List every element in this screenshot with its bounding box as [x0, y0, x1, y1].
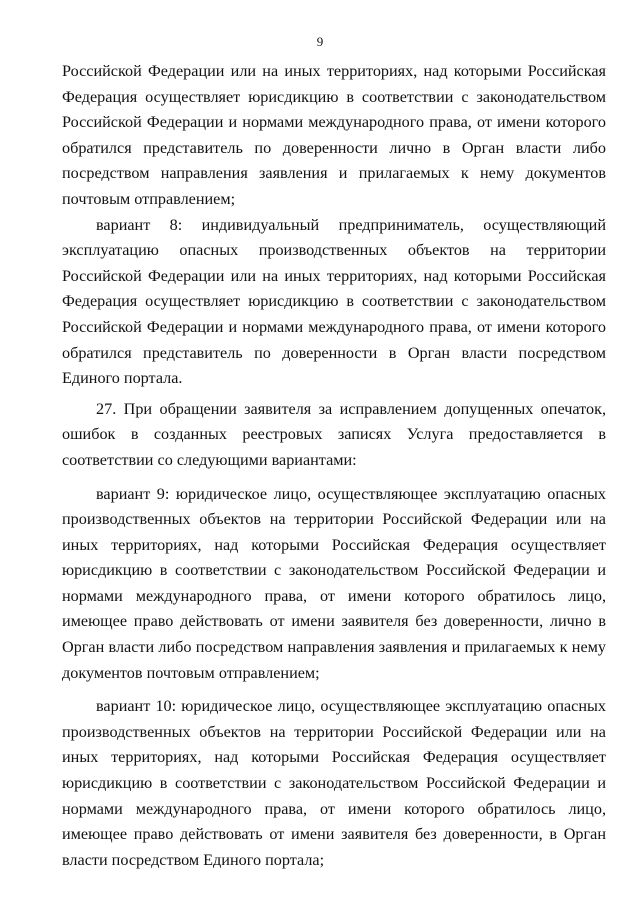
paragraph-variant-8: вариант 8: индивидуальный предприниматель, осуществляющий эксплуатацию опасных производственных объектов на территории Российской Федерации или на иных территориях, над которыми Российская Федерация осуществляет юрисдикцию в соответствии с законодательством Российской Федерации и нормами международного права, от имени которого обратился представитель по доверенности в Орган власти посредством Единого портала. [62, 215, 606, 388]
page-number: 9 [316, 34, 324, 49]
paragraph-variant-10: вариант 10: юридическое лицо, осуществляющее эксплуатацию опасных производственных объектов на территории Российской Федерации или на иных территориях, над которыми Российская Федерация осуществляет юрисдикцию в соответствии с законодательством Российской Федерации и нормами международного права, от имени которого обратилось лицо, имеющее право действовать от имени заявителя без доверенности, в Орган власти посредством Единого портала; [62, 697, 606, 869]
document-body [62, 59, 606, 873]
paragraph-continuation: Российской Федерации или на иных территориях, над которыми Российская Федерация осуществляет юрисдикцию в соответствии с законодательством Российской Федерации и нормами международного права, от имени которого обратился представитель по доверенности лично в Орган власти либо посредством направления заявления и прилагаемых к нему документов почтовым отправлением; [62, 62, 606, 208]
paragraph-variant-9: вариант 9: юридическое лицо, осуществляющее эксплуатацию опасных производственных объектов на территории Российской Федерации или на иных территориях, над которыми Российская Федерация осуществляет юрисдикцию в соответствии с законодательством Российской Федерации и нормами международного права, от имени которого обратилось лицо, имеющее право действовать от имени заявителя без доверенности, лично в Орган власти либо посредством направления заявления и прилагаемых к нему документов почтовым отправлением; [62, 484, 606, 682]
paragraph-clause-27: 27. При обращении заявителя за исправлением допущенных опечаток, ошибок в созданных реестровых записях Услуга предоставляется в соответствии со следующими вариантами: [62, 399, 606, 469]
